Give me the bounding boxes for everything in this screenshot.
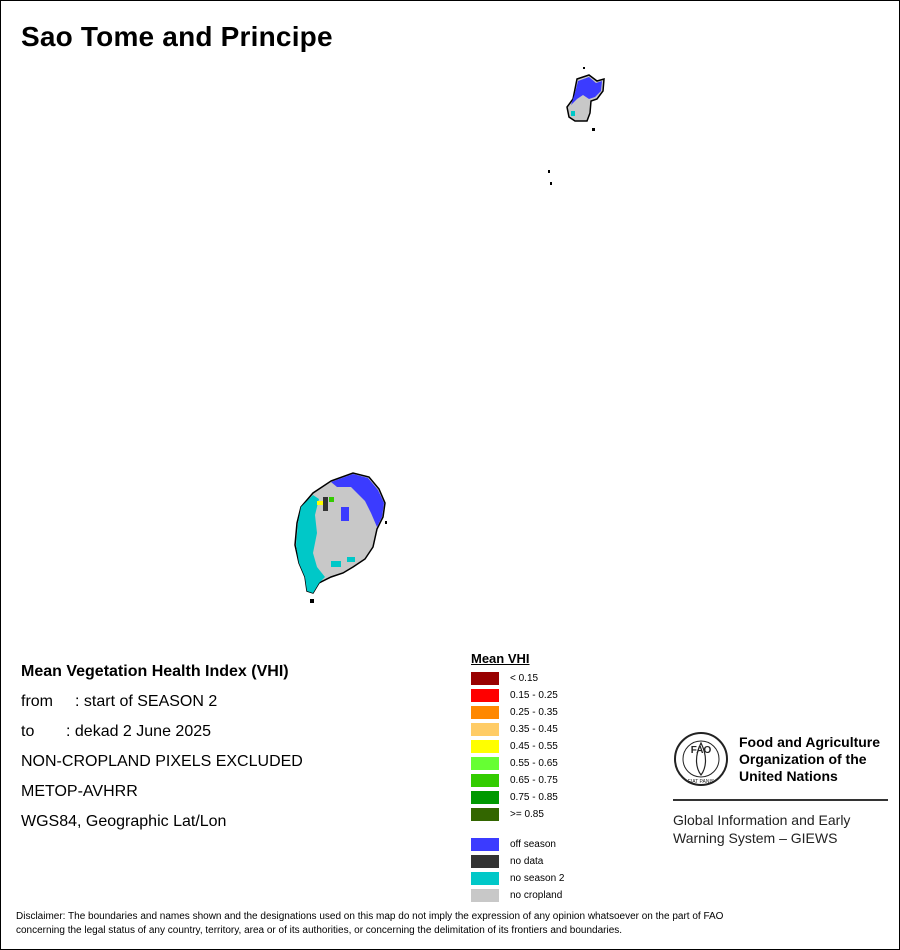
disclaimer-line-2: concerning the legal status of any country, territory, area or of its authorities, or concerning the delimitation of its frontiers and boundaries. (16, 925, 623, 936)
legend-swatch (471, 740, 499, 753)
principe-island (548, 67, 604, 185)
legend-label: no cropland (510, 890, 563, 901)
fao-branding (673, 731, 889, 847)
legend-label: off season (510, 839, 556, 850)
map-legend (471, 651, 565, 904)
legend-label: 0.45 - 0.55 (510, 741, 558, 752)
legend-swatch (471, 872, 499, 885)
from-value: : start of SEASON 2 (75, 693, 218, 710)
legend-item (471, 755, 565, 772)
legend-label: 0.15 - 0.25 (510, 690, 558, 701)
sao-tome-green-patch (329, 497, 334, 502)
legend-item (471, 772, 565, 789)
fao-header (673, 731, 889, 787)
disclaimer-line-1: Disclaimer: The boundaries and names shown and the designations used on this map do not imply the expression of any opinion whatsoever on the part of FAO (16, 911, 724, 922)
islet-c (583, 67, 585, 69)
to-label: to (21, 723, 35, 740)
legend-label: 0.25 - 0.35 (510, 707, 558, 718)
legend-item (471, 789, 565, 806)
legend-item (471, 721, 565, 738)
legend-swatch (471, 855, 499, 868)
legend-classes (471, 670, 565, 823)
legend-title: Mean VHI (471, 651, 530, 666)
disclaimer (16, 910, 886, 938)
map-info-block (21, 657, 303, 837)
legend-item (471, 887, 565, 904)
legend-swatch (471, 791, 499, 804)
legend-label: < 0.15 (510, 673, 539, 684)
fao-emblem-icon (673, 731, 729, 787)
sao-tome-yellow-patch (317, 501, 323, 505)
sao-tome-no-data-patch (323, 497, 328, 511)
legend-label: >= 0.85 (510, 809, 544, 820)
legend-item (471, 853, 565, 870)
sao-tome-off-season-patch (341, 507, 349, 521)
fao-name-line-1: Food and Agriculture (739, 733, 881, 750)
giews-line-1: Global Information and Early (673, 812, 851, 828)
period-from-row (21, 687, 303, 717)
fao-emblem-text: FAO (690, 745, 712, 756)
map-title: Sao Tome and Principe (21, 21, 333, 52)
legend-label: no season 2 (510, 873, 565, 884)
fao-org-name (739, 734, 880, 785)
legend-item (471, 670, 565, 687)
legend-label: no data (510, 856, 544, 867)
legend-item (471, 738, 565, 755)
legend-special (471, 836, 565, 904)
principe-no-season-patch (571, 111, 575, 116)
legend-label: 0.55 - 0.65 (510, 758, 558, 769)
legend-label: 0.65 - 0.75 (510, 775, 558, 786)
pixels-note: NON-CROPLAND PIXELS EXCLUDED (21, 753, 303, 770)
legend-item (471, 836, 565, 853)
sao-tome-islet (310, 599, 314, 603)
legend-swatch (471, 706, 499, 719)
sao-tome-island (295, 473, 387, 603)
fao-emblem-motto: FIAT PANIS (687, 779, 715, 785)
sao-tome-east-islet (385, 521, 387, 524)
period-to-row (21, 717, 303, 747)
fao-name-line-2: Organization of the (739, 750, 867, 767)
sensor-note: METOP-AVHRR (21, 783, 138, 800)
from-label: from (21, 693, 53, 710)
sao-tome-no-season-patch-1 (331, 561, 341, 567)
sao-tome-no-season-patch-2 (347, 557, 355, 562)
legend-swatch (471, 838, 499, 851)
legend-swatch (471, 672, 499, 685)
legend-item (471, 704, 565, 721)
legend-swatch (471, 689, 499, 702)
legend-gap (471, 823, 565, 836)
legend-swatch (471, 808, 499, 821)
legend-swatch (471, 889, 499, 902)
to-value: : dekad 2 June 2025 (66, 723, 212, 740)
islet-a (548, 170, 550, 173)
giews-name (673, 811, 889, 847)
principe-islet (592, 128, 595, 131)
projection-note: WGS84, Geographic Lat/Lon (21, 813, 227, 830)
fao-divider (673, 799, 888, 801)
legend-label: 0.35 - 0.45 (510, 724, 558, 735)
legend-item (471, 806, 565, 823)
legend-swatch (471, 774, 499, 787)
index-heading: Mean Vegetation Health Index (VHI) (21, 663, 289, 680)
legend-label: 0.75 - 0.85 (510, 792, 558, 803)
islet-b (550, 182, 552, 185)
legend-swatch (471, 757, 499, 770)
giews-line-2: Warning System – GIEWS (673, 830, 838, 846)
legend-item (471, 687, 565, 704)
legend-swatch (471, 723, 499, 736)
fao-name-line-3: United Nations (739, 767, 838, 784)
legend-item (471, 870, 565, 887)
